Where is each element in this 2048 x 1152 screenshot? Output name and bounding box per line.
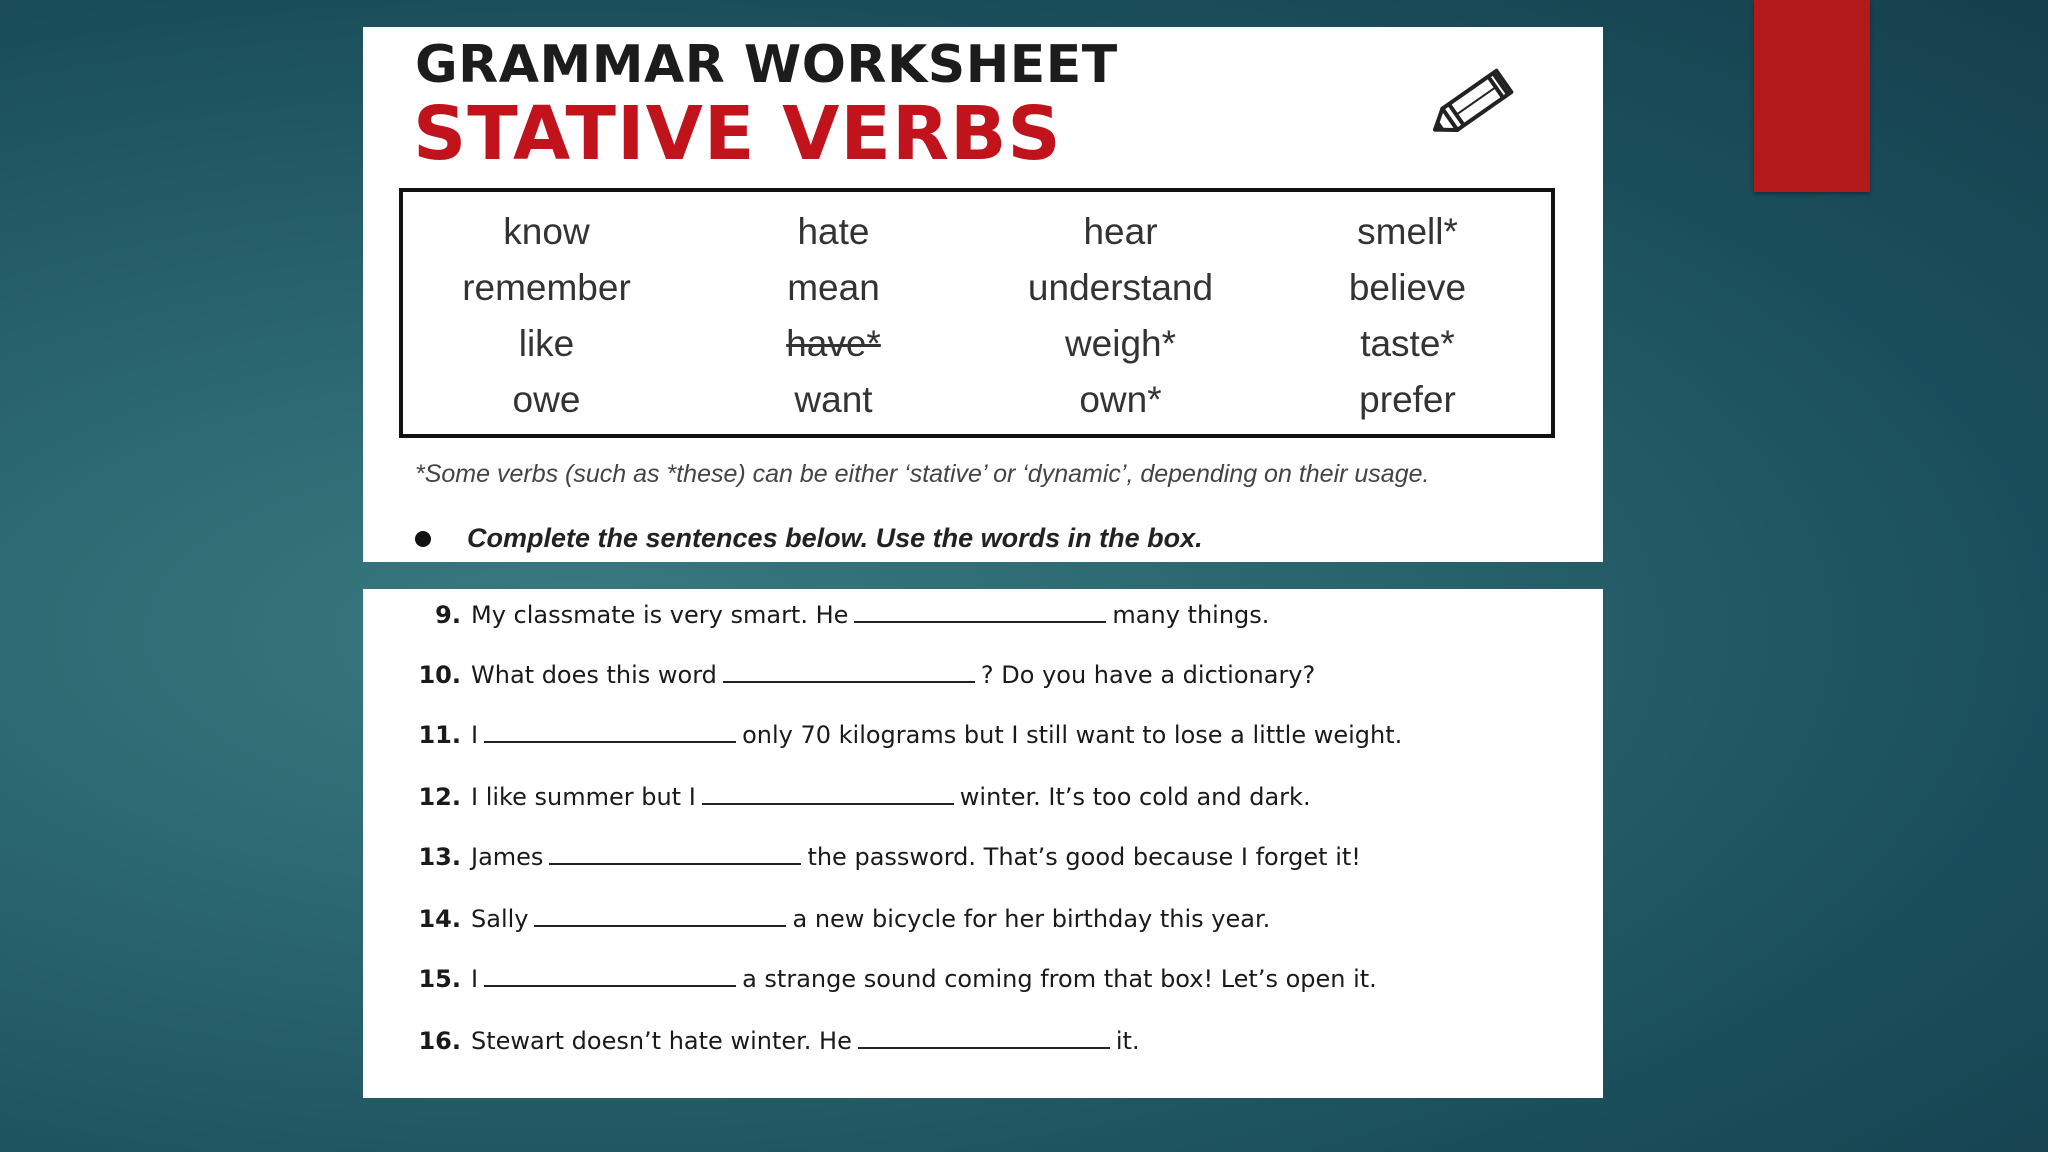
answer-blank[interactable]	[854, 620, 1106, 623]
sentence-item	[413, 843, 1361, 871]
sentence-number: 16.	[418, 1027, 461, 1055]
sentence-item	[413, 905, 1270, 933]
word-item: owe	[512, 379, 581, 420]
word-item: know	[503, 211, 590, 252]
sentence-number: 10.	[418, 661, 461, 689]
sentence-text-before: My classmate is very smart. He	[471, 601, 849, 629]
sentence-number: 11.	[418, 721, 461, 749]
sentence-text-after: it.	[1115, 1027, 1140, 1055]
answer-blank[interactable]	[549, 862, 801, 865]
sentence-text-before: Stewart doesn’t hate winter. He	[471, 1027, 852, 1055]
word-item: mean	[787, 267, 880, 308]
worksheet-subtitle: STATIVE VERBS	[413, 91, 1062, 177]
footnote: *Some verbs (such as *these) can be either ‘stative’ or ‘dynamic’, depending on their usage.	[415, 460, 1430, 488]
sentence-text-after: only 70 kilograms but I still want to lose a little weight.	[742, 721, 1403, 749]
sentence-text-before: James	[471, 843, 544, 871]
sentence-text-before: I like summer but I	[471, 783, 696, 811]
answer-blank[interactable]	[702, 802, 954, 805]
sentence-number: 14.	[418, 905, 461, 933]
sentence-number: 9.	[435, 601, 461, 629]
word-item: hate	[797, 211, 870, 252]
sentence-item	[413, 601, 1269, 629]
sentence-item	[413, 1027, 1140, 1055]
word-item: have*	[786, 323, 881, 364]
sentence-item	[413, 783, 1311, 811]
sentence-text-after: a new bicycle for her birthday this year.	[792, 905, 1271, 933]
answer-blank[interactable]	[484, 984, 736, 987]
word-item: own*	[1079, 379, 1162, 420]
word-item: hear	[1083, 211, 1158, 252]
sentence-text-before: I	[471, 721, 479, 749]
word-box	[399, 188, 1555, 438]
worksheet-header-panel	[363, 27, 1603, 562]
pencil-icon	[1423, 57, 1533, 147]
sentence-text-before: Sally	[471, 905, 529, 933]
sentence-text-after: the password. That’s good because I forget it!	[807, 843, 1361, 871]
sentence-item	[413, 965, 1377, 993]
worksheet-title: GRAMMAR WORKSHEET	[415, 35, 1118, 95]
word-item: smell*	[1357, 211, 1458, 252]
word-item: understand	[1027, 267, 1214, 308]
instruction-text: Complete the sentences below. Use the words in the box.	[467, 523, 1203, 553]
instruction	[415, 523, 1203, 554]
sentence-text-after: winter. It’s too cold and dark.	[959, 783, 1311, 811]
word-item: remember	[462, 267, 631, 308]
exercise-panel	[363, 589, 1603, 1098]
sentence-item	[413, 661, 1315, 689]
bullet-icon	[415, 531, 431, 547]
word-item: weigh*	[1064, 323, 1177, 364]
word-item: believe	[1348, 267, 1467, 308]
word-item: prefer	[1359, 379, 1456, 420]
accent-tab	[1754, 0, 1870, 192]
word-grid	[403, 204, 1551, 428]
sentence-item	[413, 721, 1402, 749]
sentence-number: 12.	[418, 783, 461, 811]
sentence-text-after: ? Do you have a dictionary?	[980, 661, 1316, 689]
sentence-text-before: What does this word	[471, 661, 717, 689]
word-item: taste*	[1360, 323, 1455, 364]
sentence-number: 13.	[418, 843, 461, 871]
answer-blank[interactable]	[484, 740, 736, 743]
sentence-number: 15.	[418, 965, 461, 993]
sentence-text-after: many things.	[1112, 601, 1270, 629]
word-item: like	[518, 323, 575, 364]
sentence-text-after: a strange sound coming from that box! Let’s open it.	[742, 965, 1377, 993]
answer-blank[interactable]	[534, 924, 786, 927]
word-item: want	[794, 379, 873, 420]
answer-blank[interactable]	[723, 680, 975, 683]
sentence-text-before: I	[471, 965, 479, 993]
answer-blank[interactable]	[858, 1046, 1110, 1049]
